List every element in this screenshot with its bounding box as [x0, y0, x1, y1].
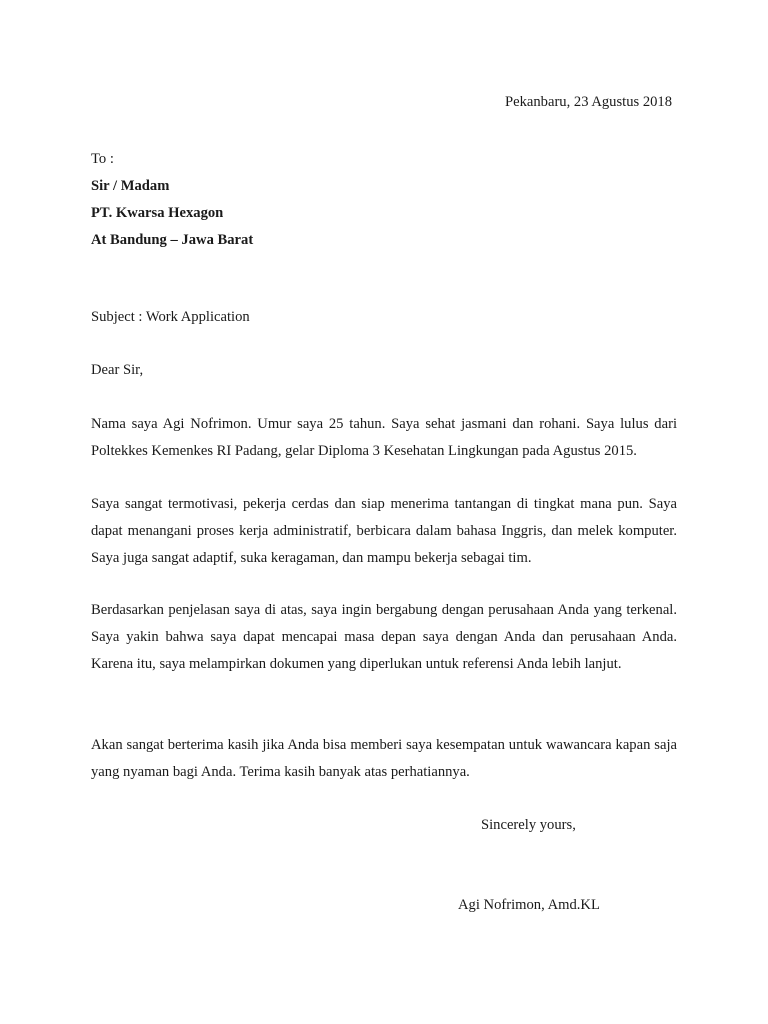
letter-signature: Agi Nofrimon, Amd.KL: [458, 897, 600, 913]
letter-subject: Subject : Work Application: [91, 309, 250, 325]
body-paragraph-1: Nama saya Agi Nofrimon. Umur saya 25 tahun. Saya sehat jasmani dan rohani. Saya lulus dari Poltekkes Kemenkes RI Padang, gelar Diploma 3 Kesehatan Lingkungan pada Agustus 2015.: [91, 416, 677, 459]
recipient-location: At Bandung – Jawa Barat: [91, 232, 254, 248]
recipient-company: PT. Kwarsa Hexagon: [91, 205, 224, 221]
body-paragraph-4: Akan sangat berterima kasih jika Anda bisa memberi saya kesempatan untuk wawancara kapan saja yang nyaman bagi Anda. Terima kasih banyak atas perhatiannya.: [91, 737, 677, 780]
recipient-block: [91, 146, 491, 254]
body-paragraph-3: Berdasarkan penjelasan saya di atas, saya ingin bergabung dengan perusahaan Anda yang terkenal. Saya yakin bahwa saya dapat mencapai masa depan saya dengan Anda dan perusahaan Anda. Karena itu, saya melampirkan dokumen yang diperlukan untuk referensi Anda lebih lanjut.: [91, 602, 677, 672]
body-paragraph-2: Saya sangat termotivasi, pekerja cerdas dan siap menerima tantangan di tingkat mana pun. Saya dapat menangani proses kerja administratif, berbicara dalam bahasa Inggris, dan melek komputer. Saya juga sangat adaptif, suka keragaman, dan mampu bekerja sebagai tim.: [91, 496, 677, 566]
recipient-name: Sir / Madam: [91, 178, 170, 194]
letter-salutation: Dear Sir,: [91, 362, 144, 378]
letter-closing: Sincerely yours,: [481, 817, 576, 833]
letter-date: Pekanbaru, 23 Agustus 2018: [505, 94, 673, 110]
recipient-to-label: To :: [91, 151, 114, 167]
